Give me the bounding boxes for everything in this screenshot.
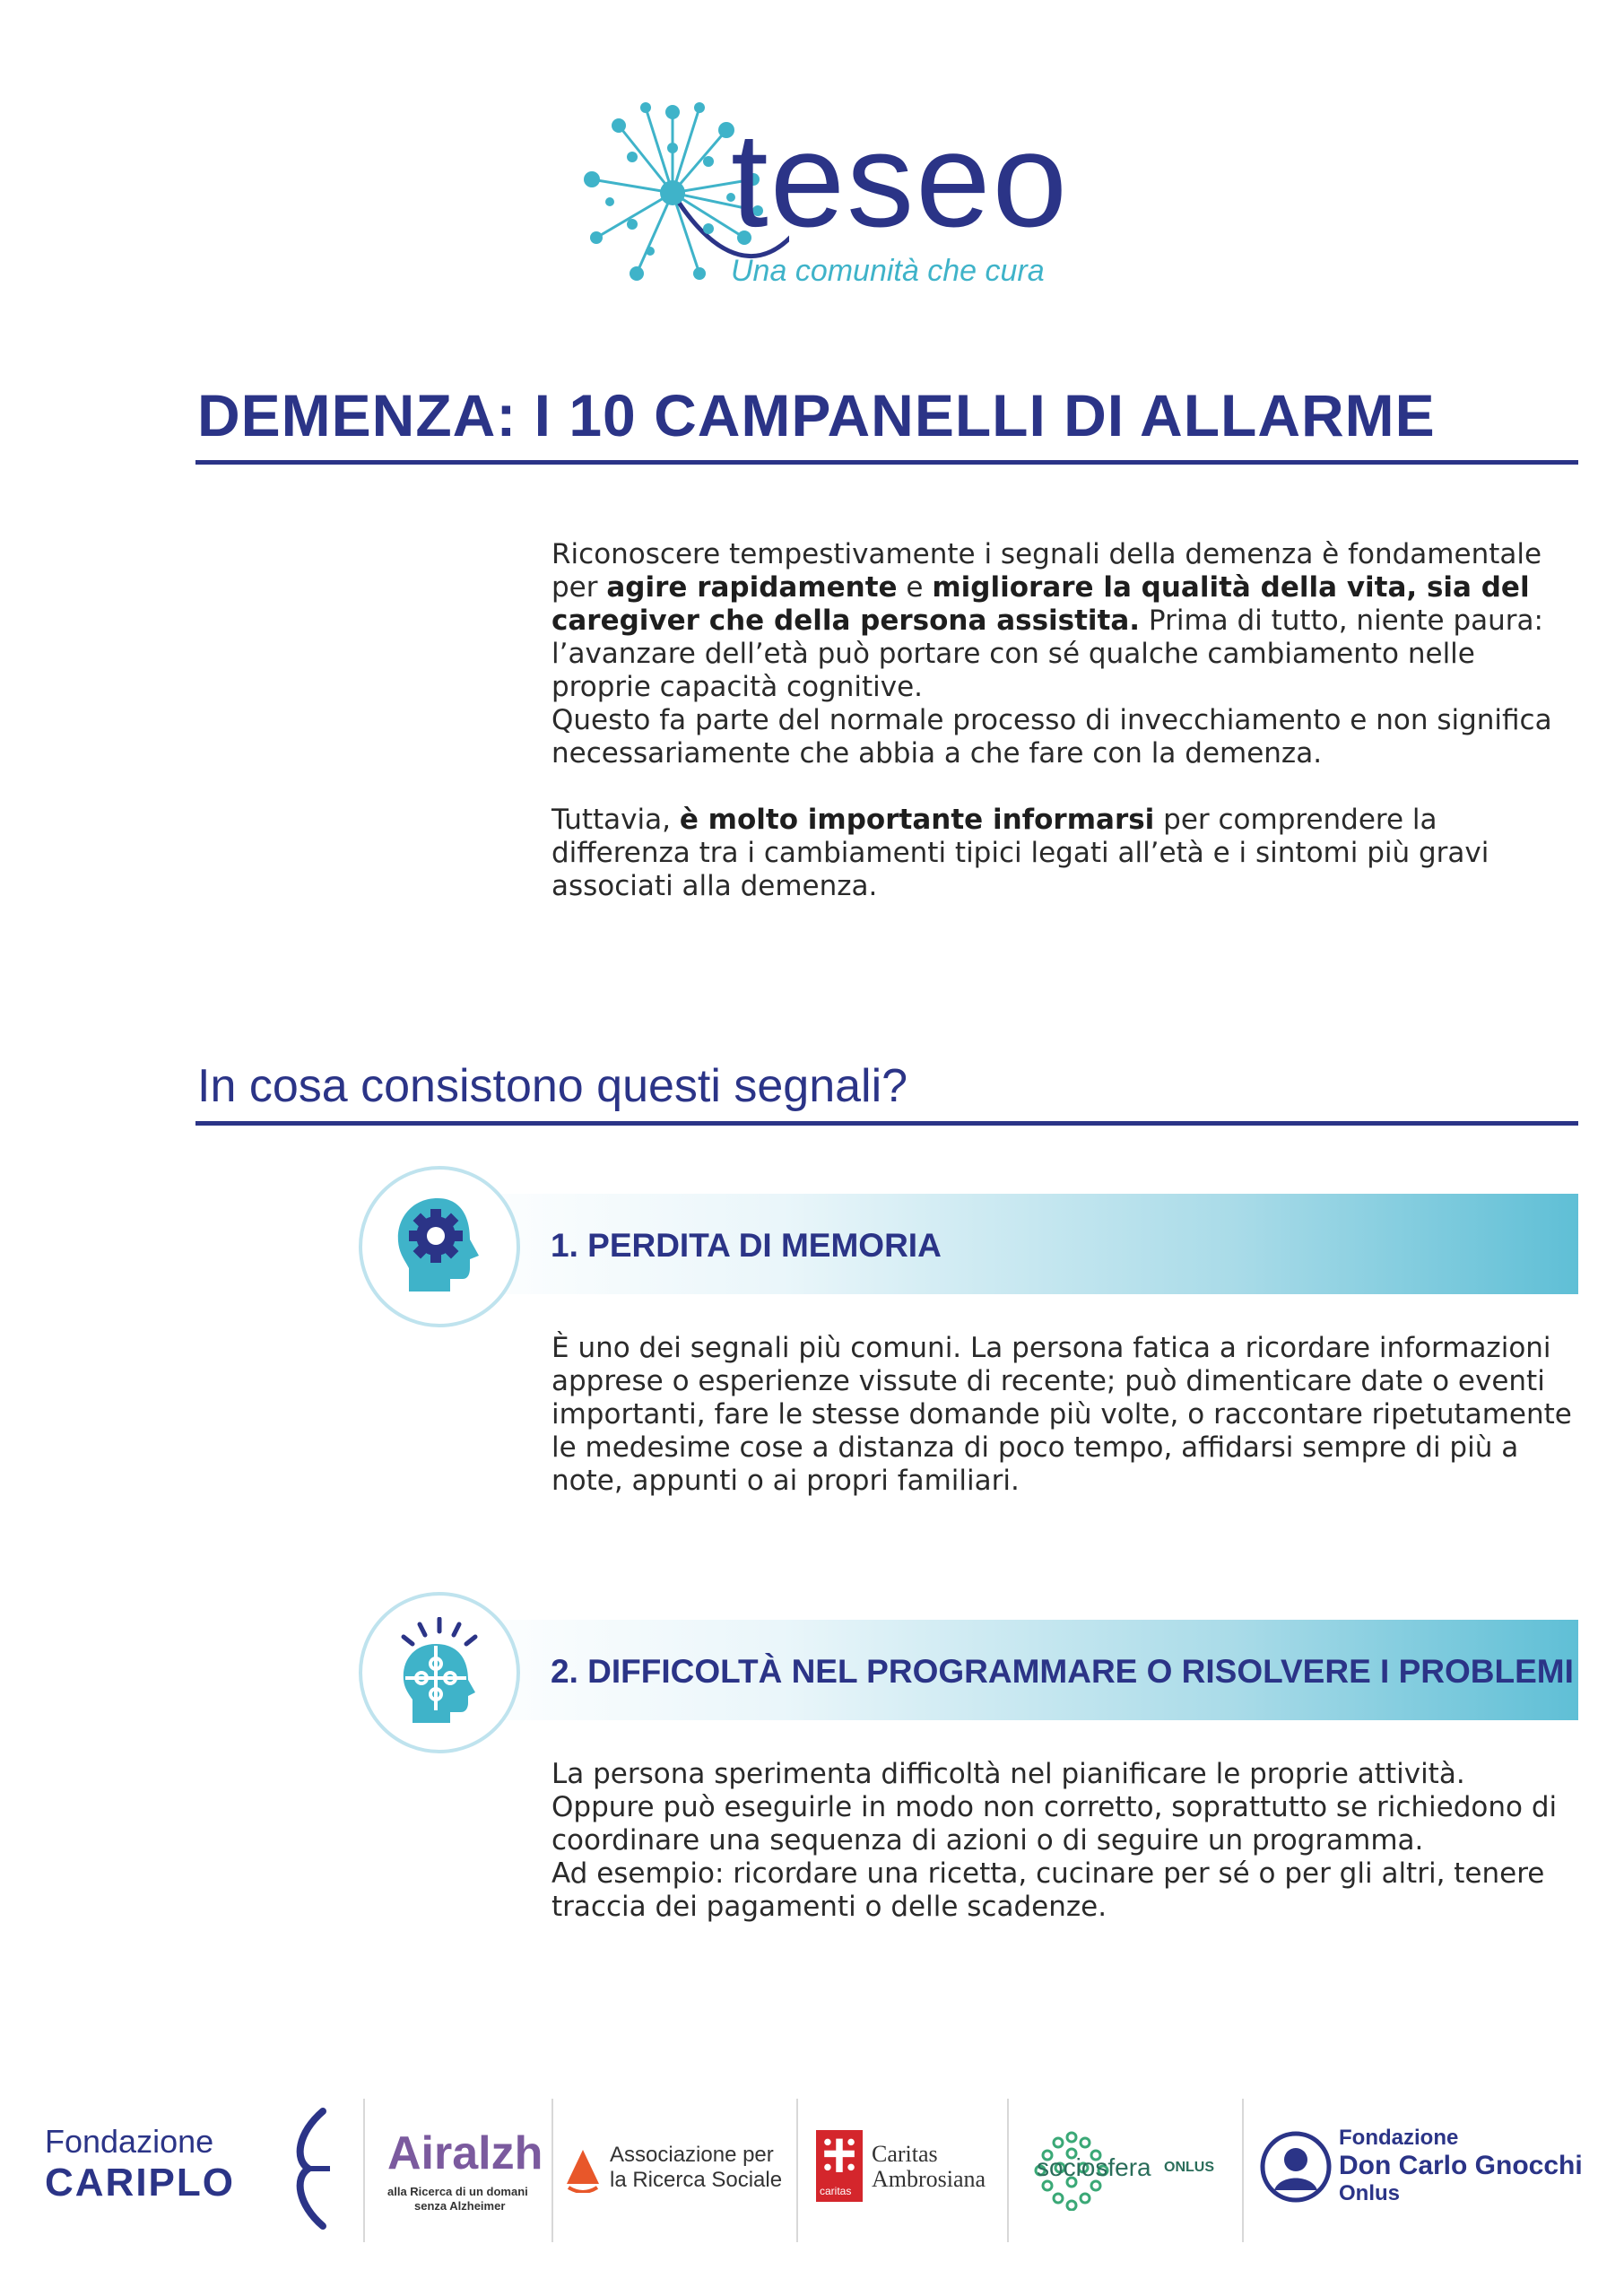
gnocchi-logo [1260,2126,1596,2224]
ars-logo [565,2139,807,2220]
airalzh-subtitle-1: alla Ricerca di un domani [387,2185,528,2198]
cariplo-mark-icon [280,2106,334,2231]
intro-paragraph-1 [551,538,1565,704]
logo-tagline: Una comunità che cura [731,254,1045,288]
logo-wordmark: teseo [731,104,1069,255]
ars-triangle-icon [565,2148,601,2193]
sociosfera-logo [1031,2130,1238,2220]
footer-separator [796,2099,798,2242]
sign-banner-2 [359,1592,1578,1762]
teseo-logo [583,94,1069,300]
intro-text-span: Tuttavia, [551,804,680,836]
sign-1-label: 1. PERDITA DI MEMORIA [551,1227,942,1264]
intro-text-span: Prima di tutto, niente paura: l’avanzare dell’età può portare con sé qualche cambiamento nelle proprie capacità cognitive. [551,604,1543,703]
intro-text [551,538,1565,903]
footer-separator [1242,2099,1244,2242]
partner-logos [36,2090,1596,2251]
sign-2-paragraph-b: Ad esempio: ricordare una ricetta, cucinare per sé o per gli altri, tenere traccia dei pagamenti o delle scadenze. [551,1857,1545,1923]
intro-text-span: per comprendere la differenza tra i cambiamenti tipici legati all’età e i sintomi più gravi associati alla demenza. [551,804,1489,902]
cariplo-logo [45,2123,332,2224]
sign-2-description [551,1758,1574,1924]
caritas-line-2: Ambrosiana [872,2166,986,2192]
intro-bold-span: migliorare la qualità della vita, sia del caregiver che della persona assistita. [551,571,1530,637]
intro-paragraph-1b: Questo fa parte del normale processo di invecchiamento e non significa necessariamente che abbia a che fare con la demenza. [551,704,1552,770]
gnocchi-line-1: Fondazione [1339,2126,1459,2150]
footer-separator [1007,2099,1009,2242]
sign-banner-1 [359,1166,1578,1336]
airalzh-subtitle-2: senza Alzheimer [414,2199,506,2213]
page-title: DEMENZA: I 10 CAMPANELLI DI ALLARME [197,382,1436,448]
caritas-flame-icon [816,2134,863,2184]
head-gear-icon [386,1191,493,1299]
gnocchi-portrait-icon [1260,2131,1332,2203]
sign-2-label: 2. DIFFICOLTÀ NEL PROGRAMMARE O RISOLVERE I PROBLEMI [551,1653,1574,1690]
ars-line-2: la Ricerca Sociale [610,2168,783,2192]
section-divider [195,1121,1578,1126]
airalzh-wordmark: Airalzh [387,2127,543,2179]
gnocchi-line-3: Onlus [1339,2181,1401,2205]
intro-bold-span: agire rapidamente [606,571,898,604]
sign-1-description: È uno dei segnali più comuni. La persona fatica a ricordare informazioni apprese o esperienze vissute di recente; può dimenticare date o eventi importanti, fare le stesse domande più volte, o raccontare ripetutamente le medesime cose a distanza di poco tempo, affidarsi sempre di più a note, appunti o ai propri familiari. [551,1332,1572,1497]
footer-separator [363,2099,365,2242]
cariplo-line-1: Fondazione [45,2123,214,2160]
footer-separator [551,2099,553,2242]
caritas-mark [816,2130,863,2202]
caritas-logo [816,2130,1013,2220]
caritas-line-1: Caritas [872,2141,938,2167]
intro-text-span: Riconoscere tempestivamente i segnali della demenza è fondamentale per [551,538,1542,604]
section-heading: In cosa consistono questi segnali? [197,1060,908,1112]
intro-paragraph-2 [551,804,1565,903]
paragraph-spacer [551,770,1565,804]
airalzh-logo [377,2127,574,2229]
gnocchi-line-2: Don Carlo Gnocchi [1339,2151,1583,2180]
ars-line-1: Associazione per [610,2143,774,2167]
head-puzzle-icon [386,1617,493,1725]
sign-2-paragraph-a: La persona sperimenta difficoltà nel pianificare le proprie attività. Oppure può eseguirle in modo non corretto, soprattutto se richiedono di coordinare una sequenza di azioni o di seguire un programma. [551,1758,1558,1857]
caritas-mark-text: caritas [820,2185,852,2197]
sociosfera-wordmark: sociosfera [1037,2153,1151,2181]
cariplo-line-2: CARIPLO [45,2161,235,2205]
intro-bold-span: è molto importante informarsi [679,804,1155,836]
title-divider [195,460,1578,465]
sociosfera-onlus: ONLUS [1164,2160,1214,2175]
intro-text-span: e [897,571,933,604]
